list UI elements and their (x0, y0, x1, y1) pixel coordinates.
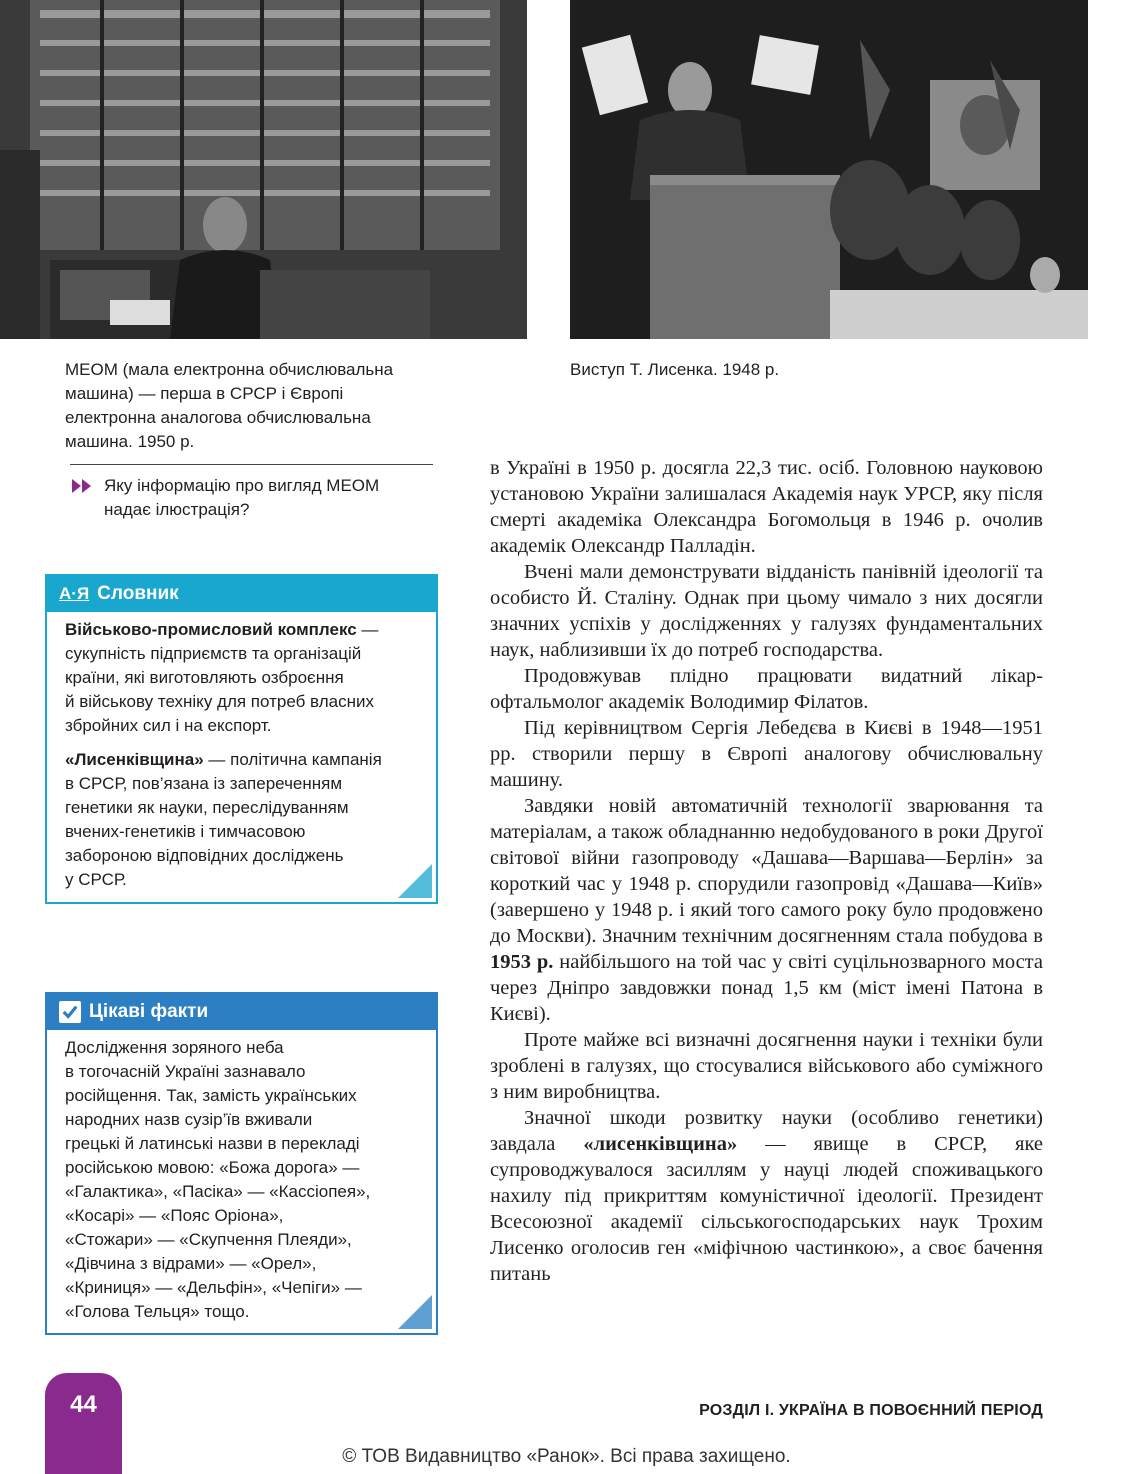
paragraph: Продовжував плідно працювати видатний лікар-офтальмолог академік Володимир Філатов. (490, 665, 1043, 713)
checkmark-icon (59, 1001, 81, 1023)
paragraph-text: Значної шкоди розвитку науки (особливо генетики) завдала (490, 1107, 1043, 1155)
paragraph-text: найбільшого на той час у світі суцільнозварного моста через Дніпро завдовжки понад 1,5 км (міст імені Патона в Києві). (490, 951, 1043, 1025)
paragraph: Вчені мали демонструвати відданість панівній ідеології та особисто Й. Сталіну. Однак при цьому чимало з них досягли значних успіхів у дослідженнях у галузях фундаментальних наук, наблизивши їх до потреб господарства. (490, 561, 1043, 661)
facts-line: «Голова Тельця» тощо. (65, 1302, 250, 1321)
facts-header (47, 994, 436, 1030)
facts-line: російщення. Так, замість українських (65, 1086, 357, 1105)
dictionary-entry (65, 618, 418, 738)
question-divider (70, 464, 433, 465)
dictionary-line: країни, які виготовляють озброєння (65, 668, 344, 687)
bold-text: 1953 р. (490, 951, 554, 973)
facts-line: «Косарі» — «Пояс Оріона», (65, 1206, 284, 1225)
meom-caption-line: МЕОМ (мала електронна обчислювальна (65, 360, 394, 379)
dictionary-line: — (356, 620, 379, 639)
section-title: РОЗДІЛ І. УКРАЇНА В ПОВОЄННИЙ ПЕРІОД (699, 1402, 1043, 1419)
facts-line: «Криниця» — «Дельфін», «Чепіги» — (65, 1278, 362, 1297)
dictionary-line: й військову техніку для потреб власних (65, 692, 374, 711)
dictionary-line: генетики як науки, переслідуванням (65, 798, 349, 817)
page-number: 44 (45, 1373, 122, 1474)
facts-line: народних назв сузір’їв вживали (65, 1110, 313, 1129)
corner-triangle-icon (398, 864, 432, 898)
facts-line: Дослідження зоряного неба (65, 1038, 284, 1057)
dictionary-line: в СРСР, пов’язана із запереченням (65, 774, 343, 793)
paragraph-text: — явище в СРСР, яке супроводжувалося засиллям у науці людей споживацького нахилу під прикриттям комуністичної ідеології. Президент Всесоюзної академії сільськогосподарських наук Трохим Лисенко оголосив ген «міфічною частинкою», а своє бачення питань (490, 1133, 1043, 1285)
dictionary-line: збройних сил і на експорт. (65, 716, 272, 735)
meom-caption-line: електронна аналогова обчислювальна (65, 408, 371, 427)
dictionary-line: забороною відповідних досліджень (65, 846, 344, 865)
dictionary-entry (65, 748, 418, 892)
dictionary-line: — політична кампанія (203, 750, 382, 769)
corner-triangle-icon (398, 1295, 432, 1329)
facts-line: «Галактика», «Пасіка» — «Кассіопея», (65, 1182, 371, 1201)
paragraph: Проте майже всі визначні досягнення науки і техніки були зроблені в галузях, що стосувалися військового або суміжного з ним виробництва. (490, 1029, 1043, 1103)
bold-text: «лисенківщина» (583, 1133, 738, 1155)
lysenko-caption: Виступ Т. Лисенка. 1948 р. (570, 360, 780, 379)
question-line: надає ілюстрація? (104, 500, 250, 519)
dictionary-title: Словник (97, 583, 179, 604)
dictionary-term: «Лисенківщина» (65, 750, 204, 769)
lysenko-photo (570, 0, 1088, 339)
meom-photo (0, 0, 527, 339)
facts-text (65, 1036, 418, 1324)
facts-body (47, 1030, 436, 1324)
dictionary-body (47, 612, 436, 892)
paragraph-text: Завдяки новій автоматичній технології зварювання та матеріалам, а також обладнанню недобудованого в роки Другої світової війни газопроводу «Дашава—Варшава—Берлін» за короткий час у 1948 р. спорудили газопровід «Дашава—Київ» (завершено у 1948 р. і який того самого року було продовжено до Москви). Значним технічним досягненням стала побудова в (490, 795, 1043, 947)
dictionary-icon: А·Я (59, 584, 90, 603)
paragraph (490, 793, 1043, 1027)
dictionary-line: вчених-генетиків і тимчасовою (65, 822, 306, 841)
facts-line: «Дівчина з відрами» — «Орел», (65, 1254, 317, 1273)
paragraph: в Україні в 1950 р. досягла 22,3 тис. осіб. Головною науковою установою України залишалася Академія наук УРСР, яку після смерті академіка Олександра Богомольця в 1946 р. очолив академік Олександр Палладін. (490, 457, 1043, 557)
meom-caption (65, 358, 445, 454)
facts-line: в тогочасній Україні зазнавало (65, 1062, 306, 1081)
facts-title: Цікаві факти (89, 1001, 209, 1022)
dictionary-term: Військово-промисловий комплекс (65, 620, 357, 639)
copyright-notice: © ТОВ Видавництво «Ранок». Всі права захищено. (342, 1446, 791, 1467)
question-line: Яку інформацію про вигляд МЕОМ (104, 476, 380, 495)
dictionary-header (47, 576, 436, 612)
facts-line: російською мовою: «Божа дорога» — (65, 1158, 360, 1177)
facts-line: грецькі й латинські назви в перекладі (65, 1134, 360, 1153)
facts-box (45, 992, 438, 1335)
meom-caption-line: машина) — перша в СРСР і Європі (65, 384, 344, 403)
double-arrow-icon (72, 479, 94, 493)
dictionary-box (45, 574, 438, 904)
question-block (72, 474, 442, 522)
paragraph: Під керівництвом Сергія Лебедєва в Києві в 1948—1951 рр. створили першу в Європі аналогову обчислювальну машину. (490, 717, 1043, 791)
paragraph (490, 1105, 1043, 1287)
main-text (490, 455, 1043, 1287)
dictionary-line: сукупність підприємств та організацій (65, 644, 362, 663)
facts-line: «Стожари» — «Скупчення Плеяди», (65, 1230, 352, 1249)
dictionary-line: у СРСР. (65, 870, 127, 889)
meom-caption-line: машина. 1950 р. (65, 432, 195, 451)
